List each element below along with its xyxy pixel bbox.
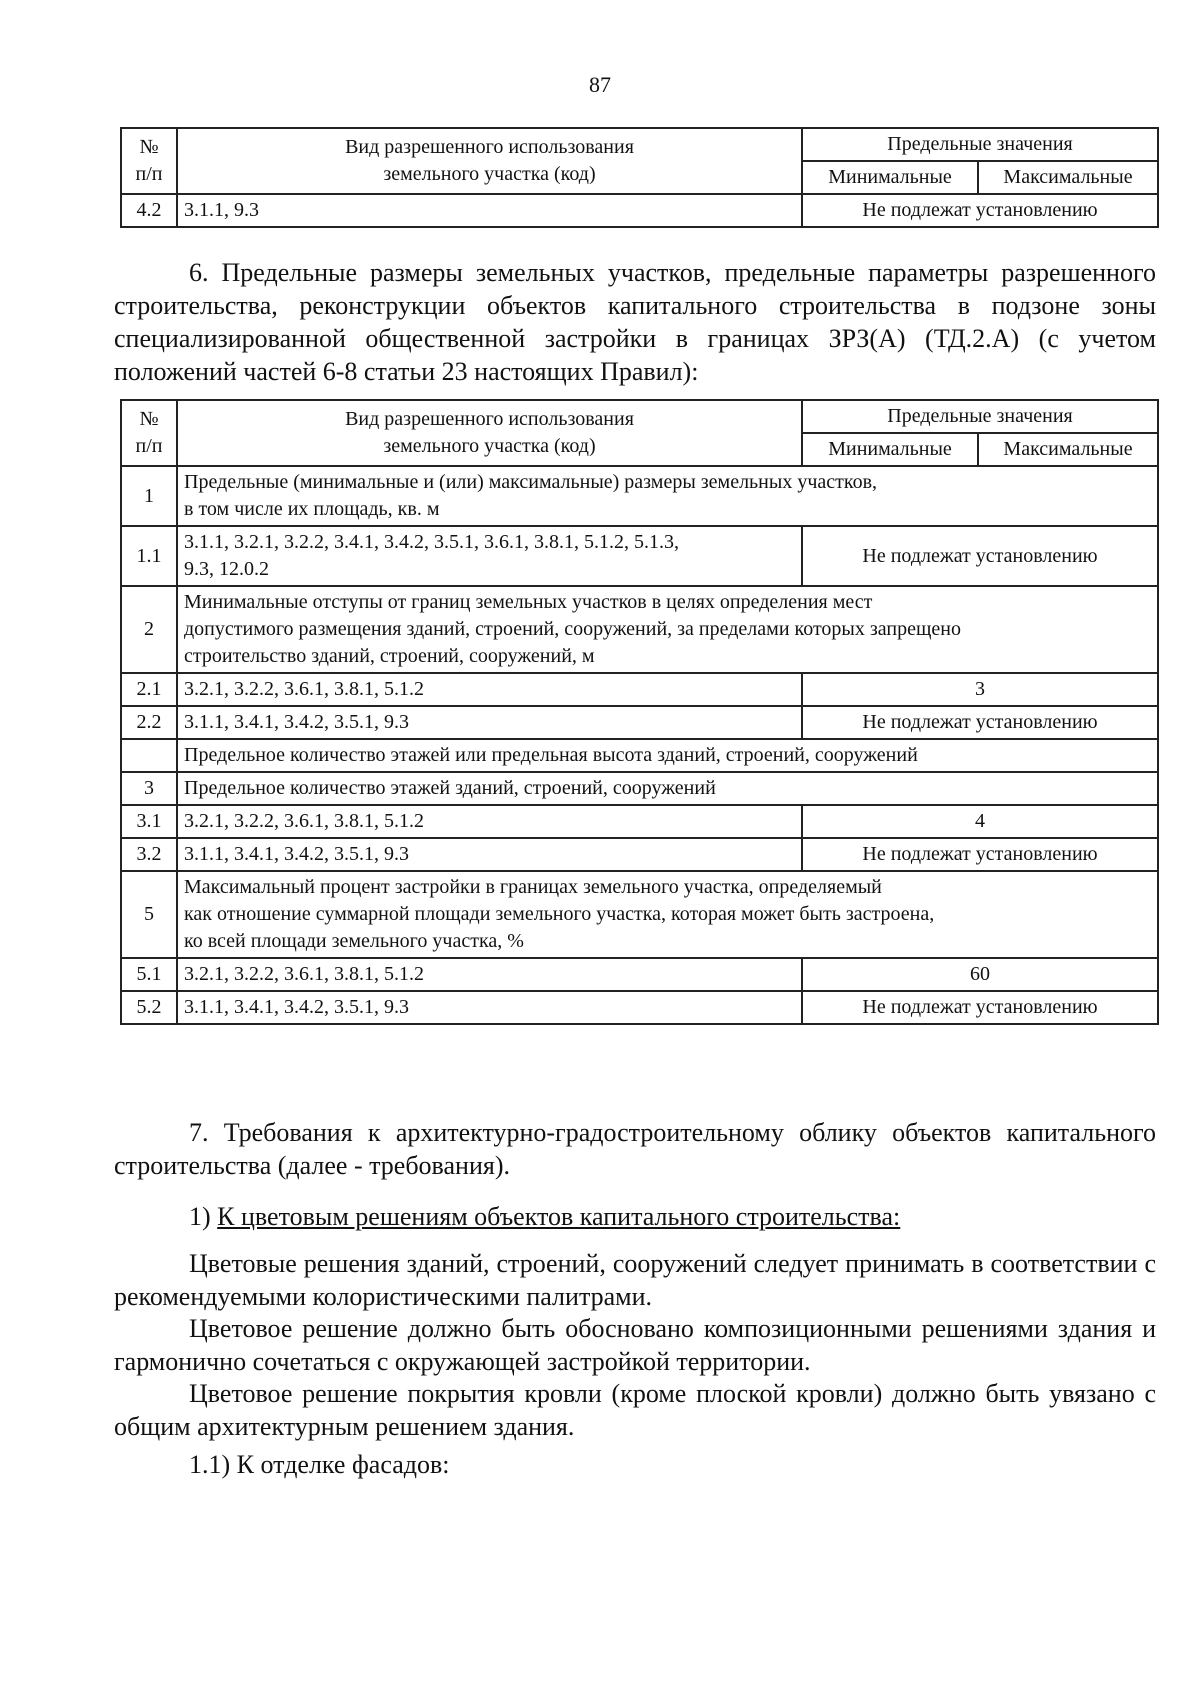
header-num: [121, 400, 177, 466]
header-limits: Предельные значения: [802, 400, 1158, 433]
table-header-row: [121, 400, 1158, 433]
header-num-line2: п/п: [135, 435, 163, 457]
section-text-line: строительство зданий, строений, сооружений, м: [184, 645, 595, 667]
section-text: [177, 586, 1158, 673]
header-use-line1: Вид разрешенного использования: [345, 136, 634, 158]
header-max: Максимальные: [978, 161, 1158, 194]
row-num: 5.1: [121, 958, 177, 991]
row-value: Не подлежат установлению: [802, 526, 1158, 586]
section-text-line: Максимальный процент застройки в границах земельного участка, определяемый: [184, 876, 882, 898]
paragraph-color-2: Цветовое решение должно быть обосновано композиционными решениями здания и гармонично сочетаться с окружающей застройкой территории.: [114, 1314, 1156, 1376]
section-text: Предельное количество этажей или предельная высота зданий, строений, сооружений: [177, 739, 1158, 772]
section-text-line: Предельные (минимальные и (или) максимальные) размеры земельных участков,: [184, 471, 878, 493]
row-num: 5: [121, 871, 177, 958]
limits-table: [120, 399, 1159, 1025]
header-use-line2: земельного участка (код): [383, 435, 596, 457]
row-codes: 3.2.1, 3.2.2, 3.6.1, 3.8.1, 5.1.2: [177, 673, 802, 706]
header-use: [177, 400, 802, 466]
table-row: [121, 958, 1158, 991]
row-codes-line: 9.3, 12.0.2: [184, 558, 269, 580]
row-num: 3: [121, 772, 177, 805]
item-1-prefix: 1): [189, 1202, 211, 1231]
section-text-line: Минимальные отступы от границ земельных участков в целях определения мест: [184, 591, 873, 613]
item-1-1-prefix: 1.1): [189, 1450, 231, 1479]
section-text: [177, 871, 1158, 958]
section-text: [177, 466, 1158, 526]
row-codes: 3.1.1, 9.3: [177, 194, 802, 227]
row-num: 1.1: [121, 526, 177, 586]
row-num: 3.2: [121, 838, 177, 871]
table-row: [121, 526, 1158, 586]
header-min: Минимальные: [802, 161, 978, 194]
paragraph-6: 6. Предельные размеры земельных участков, предельные параметры разрешенного строительства, реконструкции объектов капитального строительства в подзоне зоны специализированной общественной застройки в границах ЗРЗ(А) (ТД.2.А) (с учетом положений частей 6-8 статьи 23 настоящих Правил):: [114, 258, 1156, 386]
table-row: [121, 706, 1158, 739]
table-row-section-5: [121, 871, 1158, 958]
row-value: Не подлежат установлению: [802, 838, 1158, 871]
row-num: 2.2: [121, 706, 177, 739]
table-row: [121, 991, 1158, 1024]
header-num: [121, 128, 177, 194]
section-text-line: как отношение суммарной площади земельного участка, которая может быть застроена,: [184, 903, 935, 925]
paragraph-color-1: Цветовые решения зданий, строений, сооружений следует принимать в соответствии с рекомендуемыми колористическими палитрами.: [114, 1249, 1156, 1311]
table-row: [121, 805, 1158, 838]
row-value: 4: [802, 805, 1158, 838]
limits-table-continued: [120, 127, 1159, 228]
row-value: 60: [802, 958, 1158, 991]
section-text-line: допустимого размещения зданий, строений, сооружений, за пределами которых запрещено: [184, 618, 961, 640]
row-num-empty: [121, 739, 177, 772]
header-use: [177, 128, 802, 194]
row-codes: [177, 526, 802, 586]
page-number: 87: [589, 72, 611, 97]
section-text-line: в том числе их площадь, кв. м: [184, 498, 440, 520]
row-num: 4.2: [121, 194, 177, 227]
row-codes-line: 3.1.1, 3.2.1, 3.2.2, 3.4.1, 3.4.2, 3.5.1, 3.6.1, 3.8.1, 5.1.2, 5.1.3,: [184, 531, 679, 553]
section-text-line: ко всей площади земельного участка, %: [184, 930, 524, 952]
item-1-1: [114, 1448, 1156, 1481]
header-max: Максимальные: [978, 433, 1158, 466]
header-num-line1: №: [139, 136, 159, 158]
row-codes: 3.2.1, 3.2.2, 3.6.1, 3.8.1, 5.1.2: [177, 958, 802, 991]
row-num: 2: [121, 586, 177, 673]
row-value: 3: [802, 673, 1158, 706]
row-codes: 3.1.1, 3.4.1, 3.4.2, 3.5.1, 9.3: [177, 706, 802, 739]
item-1-text: К цветовым решениям объектов капитального строительства:: [217, 1202, 901, 1231]
header-use-line1: Вид разрешенного использования: [345, 408, 634, 430]
row-num: 5.2: [121, 991, 177, 1024]
header-min: Минимальные: [802, 433, 978, 466]
table-row-section-2: [121, 586, 1158, 673]
header-num-line2: п/п: [135, 163, 163, 185]
table-row: [121, 838, 1158, 871]
row-value: Не подлежат установлению: [802, 991, 1158, 1024]
table-row-section-heading: [121, 739, 1158, 772]
header-num-line1: №: [139, 408, 159, 430]
item-1: [114, 1200, 1156, 1233]
row-num: 1: [121, 466, 177, 526]
table-row-section-1: [121, 466, 1158, 526]
row-value: Не подлежат установлению: [802, 194, 1158, 227]
paragraph-7: 7. Требования к архитектурно-градостроительному облику объектов капитального строительства (далее - требования).: [114, 1118, 1156, 1180]
table-row: [121, 194, 1158, 227]
row-codes: 3.1.1, 3.4.1, 3.4.2, 3.5.1, 9.3: [177, 838, 802, 871]
table-header-row: [121, 128, 1158, 161]
section-text: Предельное количество этажей зданий, строений, сооружений: [177, 772, 1158, 805]
paragraph-color-3: Цветовое решение покрытия кровли (кроме плоской кровли) должно быть увязано с общим архитектурным решением здания.: [114, 1379, 1156, 1441]
row-num: 3.1: [121, 805, 177, 838]
row-codes: 3.1.1, 3.4.1, 3.4.2, 3.5.1, 9.3: [177, 991, 802, 1024]
row-value: Не подлежат установлению: [802, 706, 1158, 739]
item-1-1-text: К отделке фасадов:: [236, 1450, 450, 1479]
table-row: [121, 673, 1158, 706]
header-use-line2: земельного участка (код): [383, 163, 596, 185]
table-row-section-3: [121, 772, 1158, 805]
row-num: 2.1: [121, 673, 177, 706]
row-codes: 3.2.1, 3.2.2, 3.6.1, 3.8.1, 5.1.2: [177, 805, 802, 838]
header-limits: Предельные значения: [802, 128, 1158, 161]
